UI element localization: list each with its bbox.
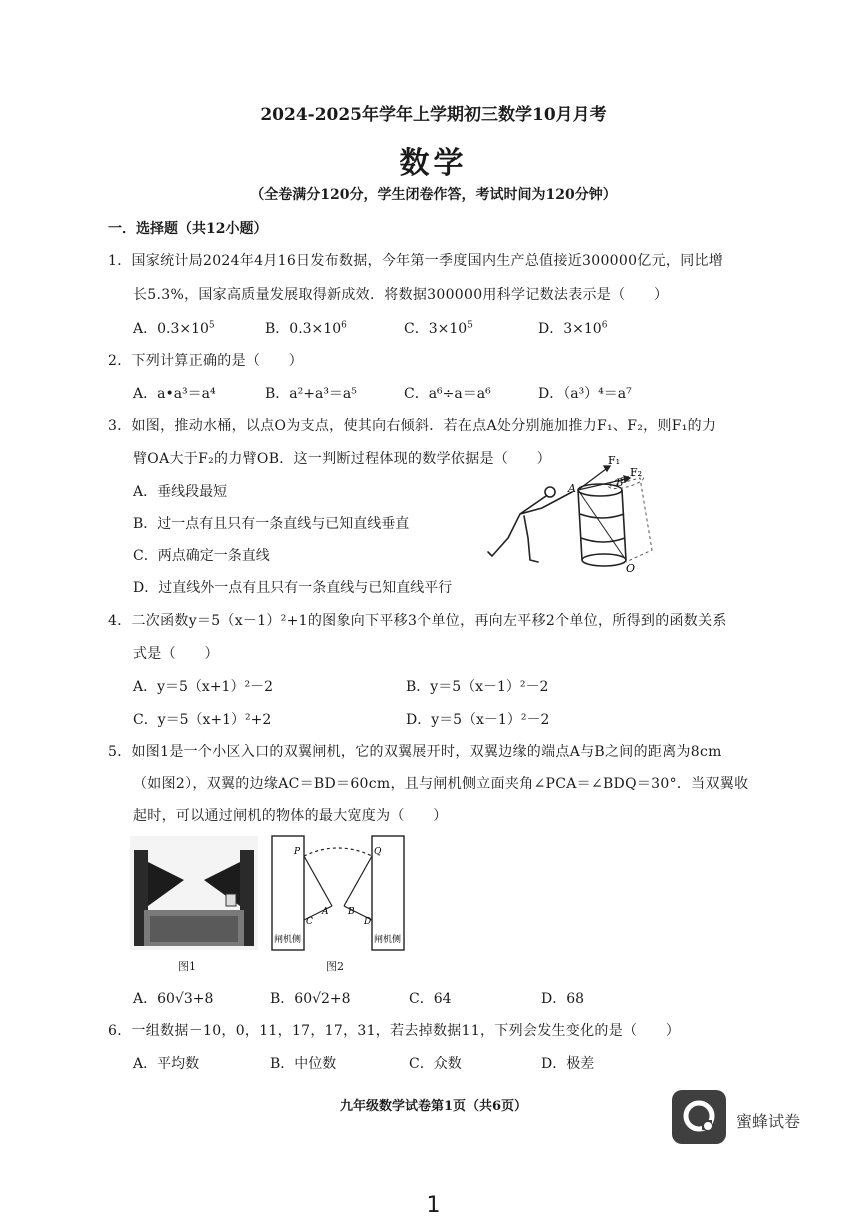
person-pushing-illustration [488, 487, 572, 562]
page-number: 1 [426, 1193, 441, 1218]
q2-option-d: D．（a³）⁴＝a⁷ [538, 386, 632, 402]
q6-option-c: C．众数 [409, 1056, 462, 1072]
label-f1: F₁ [608, 454, 621, 467]
label-o: O [626, 562, 636, 575]
q5-line2: （如图2），双翼的边缘AC＝BD＝60cm，且与闸机侧立面夹角∠PCA＝∠BDQ＝30°．当双翼收 [133, 776, 749, 792]
q1-option-a: A．$0.3\times 10^5$ [133, 320, 215, 337]
watermark-text: 蜜蜂试卷 [736, 1112, 801, 1131]
gate-side-left-label: 闸机侧 [274, 935, 302, 945]
q6-stem: 6．一组数据－10，0，11，17，17，31，若去掉数据11，下列会发生变化的是（ ） [108, 1023, 681, 1039]
label-a: A [568, 482, 576, 495]
q4-line2: 式是（ ） [133, 646, 219, 662]
q1-option-c: C．$3\times 10^5$ [404, 320, 473, 337]
q6-option-a: A．平均数 [133, 1056, 200, 1072]
q3-line1: 3．如图，推动水桶，以点O为支点，使其向右倾斜．若在点A处分别施加推力F₁、F₂，则F₁的力 [108, 418, 717, 434]
q1-line2: 长5.3%，国家高质量发展取得新成效．将数据300000用科学记数法表示是（ ） [133, 287, 669, 303]
q4-option-c: C．y＝5（x+1）²+2 [133, 712, 272, 728]
q5-option-a: A．60√3+8 [133, 991, 214, 1007]
watermark-logo-icon [672, 1090, 726, 1144]
q2-stem: 2．下列计算正确的是（ ） [108, 353, 304, 369]
q5-figure1 [130, 836, 258, 950]
q3-figure [480, 452, 670, 577]
q5-fig2-caption: 图2 [326, 960, 344, 973]
q5-option-d: D．68 [541, 991, 585, 1007]
label-p: P [294, 847, 301, 857]
q5-line3: 起时，可以通过闸机的物体的最大宽度为（ ） [133, 808, 448, 824]
q1-line1: 1．国家统计局2024年4月16日发布数据，今年第一季度国内生产总值接近300000亿元，同比增 [108, 253, 724, 269]
q1-option-b: B．$0.3\times 10^6$ [265, 320, 347, 337]
q5-line1: 5．如图1是一个小区入口的双翼闸机，它的双翼展开时，双翼边缘的端点A与B之间的距离为8cm [108, 744, 722, 760]
label-c: C [306, 917, 313, 927]
bucket-illustration [578, 484, 626, 566]
q6-option-d: D．极差 [541, 1056, 595, 1072]
q4-line1: 4．二次函数y＝5（x－1）²+1的图象向下平移3个单位，再向左平移2个单位，所得到的函数关系 [108, 613, 727, 629]
q2-option-a: A．a•a³＝a⁴ [133, 386, 216, 402]
label-a2: A [322, 907, 329, 917]
q5-option-b: B．60√2+8 [270, 991, 351, 1007]
section-heading: 一．选择题（共12小题） [108, 221, 268, 237]
q6-option-b: B．中位数 [270, 1056, 337, 1072]
label-d: D [364, 917, 372, 927]
q4-option-b: B．y＝5（x－1）²－2 [406, 679, 549, 695]
q3-option-d: D．过直线外一点有且只有一条直线与已知直线平行 [133, 580, 453, 596]
q5-figure2 [270, 834, 406, 954]
exam-title: 2024-2025年学年上学期初三数学10月月考 [260, 105, 607, 125]
q3-option-c: C．两点确定一条直线 [133, 548, 270, 564]
q2-option-b: B．a²+a³＝a⁵ [265, 386, 357, 402]
subject-heading: 数学 [399, 146, 468, 181]
exam-note: （全卷满分120分，学生闭卷作答，考试时间为120分钟） [250, 187, 617, 203]
label-b2: B [348, 907, 355, 917]
q2-option-c: C．a⁶÷a＝a⁶ [404, 386, 491, 402]
label-f2: F₂ [630, 466, 643, 479]
q3-option-a: A．垂线段最短 [133, 484, 228, 500]
gate-side-right-label: 闸机侧 [374, 935, 402, 945]
page-footer: 九年级数学试卷第1页（共6页） [339, 1099, 528, 1114]
q4-option-d: D．y＝5（x－1）²－2 [406, 712, 550, 728]
label-q: Q [374, 847, 382, 857]
q1-option-d: D．$3\times 10^6$ [538, 320, 608, 337]
q5-fig1-caption: 图1 [178, 960, 196, 973]
label-b: B [616, 478, 624, 489]
q5-option-c: C．64 [409, 991, 452, 1007]
q3-option-b: B．过一点有且只有一条直线与已知直线垂直 [133, 516, 410, 532]
q3-line2: 臂OA大于F₂的力臂OB．这一判断过程体现的数学依据是（ ） [133, 451, 551, 467]
q4-option-a: A．y＝5（x+1）²－2 [133, 679, 273, 695]
